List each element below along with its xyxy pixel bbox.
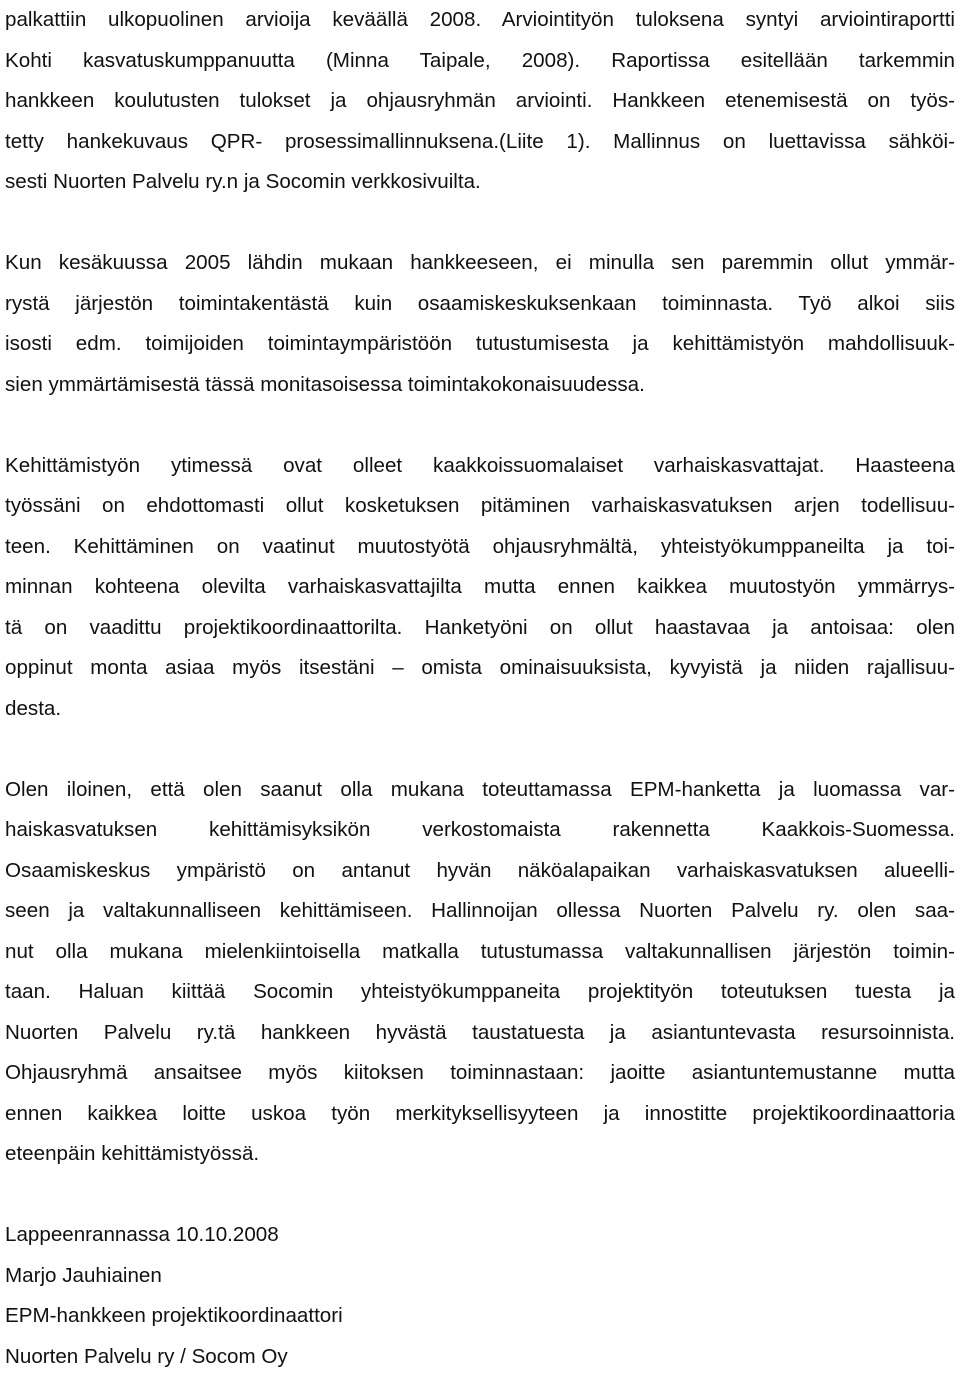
text-line: Osaamiskeskus ympäristö on antanut hyvän näköalapaikan varhaiskasvatuksen alueelli-: [5, 851, 955, 892]
text-line: oppinut monta asiaa myös itsestäni – omista ominaisuuksista, kyvyistä ja niiden rajallisuu-: [5, 648, 955, 689]
signature-title: EPM-hankkeen projektikoordinaattori: [5, 1296, 955, 1337]
paragraph-evaluation: [5, 0, 955, 203]
text-line: isosti edm. toimijoiden toimintaympäristöön tutustumisesta ja kehittämistyön mahdollisuuk-: [5, 324, 955, 365]
document-page: [5, 0, 955, 1377]
text-line: sesti Nuorten Palvelu ry.n ja Socomin verkkosivuilta.: [5, 162, 955, 203]
text-line: Ohjausryhmä ansaitsee myös kiitoksen toiminnastaan: jaoitte asiantuntemustanne mutta: [5, 1053, 955, 1094]
text-line: desta.: [5, 689, 955, 730]
text-line: tä on vaadittu projektikoordinaattorilta. Hanketyöni on ollut haastavaa ja antoisaa: olen: [5, 608, 955, 649]
text-line: rystä järjestön toimintakentästä kuin osaamiskeskuksenkaan toiminnasta. Työ alkoi siis: [5, 284, 955, 325]
text-line: minnan kohteena olevilta varhaiskasvattajilta mutta ennen kaikkea muutostyön ymmärrys-: [5, 567, 955, 608]
paragraph-gap: [5, 405, 955, 446]
paragraph-gap: [5, 203, 955, 244]
text-line: taan. Haluan kiittää Socomin yhteistyökumppaneita projektityön toteutuksen tuesta ja: [5, 972, 955, 1013]
text-line: Olen iloinen, että olen saanut olla mukana toteuttamassa EPM-hanketta ja luomassa var-: [5, 770, 955, 811]
paragraph-gap: [5, 1175, 955, 1216]
text-line: Kun kesäkuussa 2005 lähdin mukaan hankkeeseen, ei minulla sen paremmin ollut ymmär-: [5, 243, 955, 284]
signature-block: [5, 1215, 955, 1377]
text-line: teen. Kehittäminen on vaatinut muutostyötä ohjausryhmältä, yhteistyökumppaneilta ja toi-: [5, 527, 955, 568]
text-line: sien ymmärtämisestä tässä monitasoisessa toimintakokonaisuudessa.: [5, 365, 955, 406]
text-line: Kehittämistyön ytimessä ovat olleet kaakkoissuomalaiset varhaiskasvattajat. Haasteena: [5, 446, 955, 487]
signature-place-date: Lappeenrannassa 10.10.2008: [5, 1215, 955, 1256]
text-line: nut olla mukana mielenkiintoisella matkalla tutustumassa valtakunnallisen järjestön toimin-: [5, 932, 955, 973]
signature-organization: Nuorten Palvelu ry / Socom Oy: [5, 1337, 955, 1377]
text-line: seen ja valtakunnalliseen kehittämiseen. Hallinnoijan ollessa Nuorten Palvelu ry. olen saa-: [5, 891, 955, 932]
text-line: Nuorten Palvelu ry.tä hankkeen hyvästä taustatuesta ja asiantuntevasta resursoinnista.: [5, 1013, 955, 1054]
text-line: haiskasvatuksen kehittämisyksikön verkostomaista rakennetta Kaakkois-Suomessa.: [5, 810, 955, 851]
paragraph-gap: [5, 729, 955, 770]
text-line: palkattiin ulkopuolinen arvioija keväällä 2008. Arviointityön tuloksena syntyi arviointiraportti: [5, 0, 955, 41]
paragraph-thanks: [5, 770, 955, 1175]
paragraph-start: [5, 243, 955, 405]
paragraph-core: [5, 446, 955, 730]
text-line: hankkeen koulutusten tulokset ja ohjausryhmän arviointi. Hankkeen etenemisestä on työs-: [5, 81, 955, 122]
text-line: ennen kaikkea loitte uskoa työn merkityksellisyyteen ja innostitte projektikoordinaattoria: [5, 1094, 955, 1135]
text-line: tetty hankekuvaus QPR- prosessimallinnuksena.(Liite 1). Mallinnus on luettavissa sähköi-: [5, 122, 955, 163]
signature-name: Marjo Jauhiainen: [5, 1256, 955, 1297]
text-line: eteenpäin kehittämistyössä.: [5, 1134, 955, 1175]
text-line: Kohti kasvatuskumppanuutta (Minna Taipale, 2008). Raportissa esitellään tarkemmin: [5, 41, 955, 82]
text-line: työssäni on ehdottomasti ollut kosketuksen pitäminen varhaiskasvatuksen arjen todellisuu-: [5, 486, 955, 527]
